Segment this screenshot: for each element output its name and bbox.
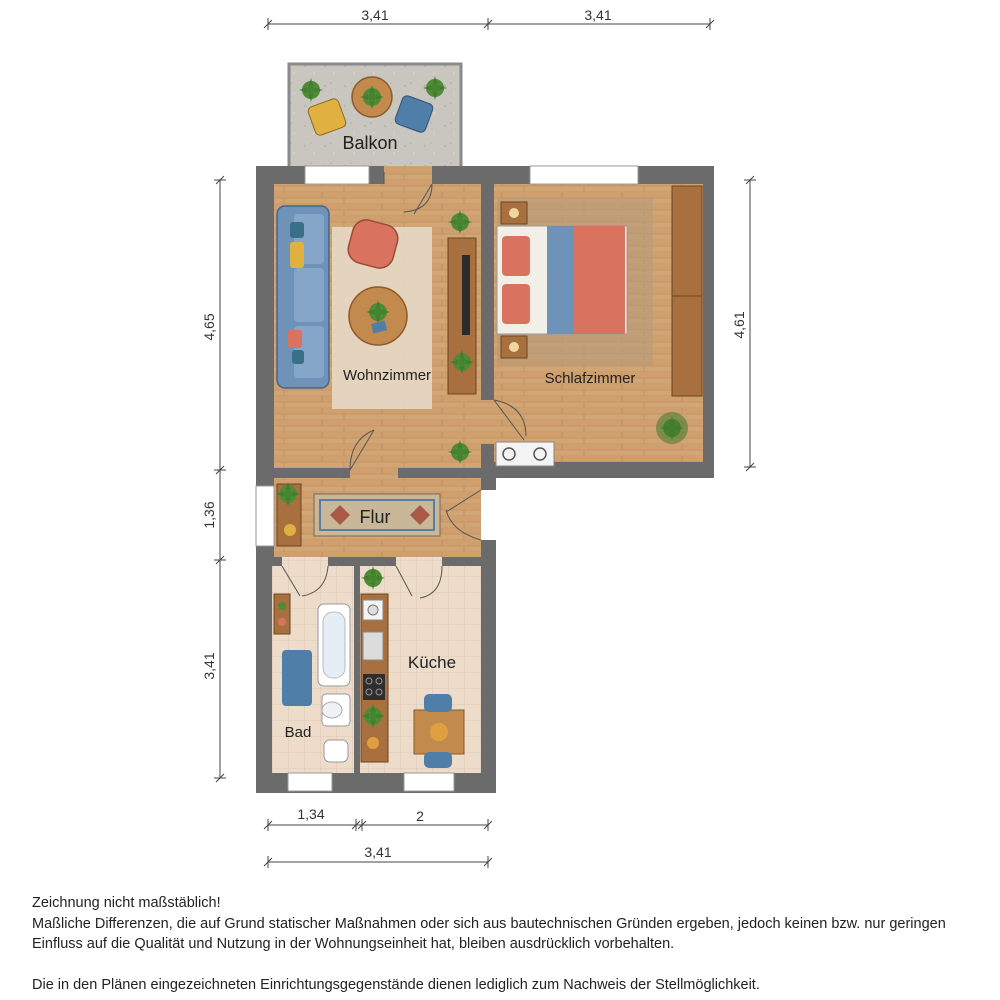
disclaimer-line-3: Die in den Plänen eingezeichneten Einrichtungsgegenstände dienen lediglich zum Nachweis der Stellmöglichkeit. (32, 976, 760, 993)
dimension-left (214, 176, 226, 782)
dim-left-wohnzimmer: 4,65 (201, 313, 217, 341)
room-label-kueche: Küche (407, 653, 457, 672)
dim-left-flur: 1,36 (201, 501, 217, 529)
dim-top-left: 3,41 (361, 7, 389, 23)
schlafzimmer (481, 166, 703, 466)
dim-right-schlafzimmer: 4,61 (731, 311, 747, 339)
disclaimer (32, 893, 982, 995)
room-label-schlafzimmer: Schlafzimmer (544, 370, 636, 387)
dim-bottom-kueche: 2 (416, 808, 424, 824)
room-label-bad: Bad (284, 724, 312, 741)
room-label-wohnzimmer: Wohnzimmer (342, 367, 432, 384)
wohnzimmer (274, 166, 481, 468)
dim-bottom-bad: 1,34 (297, 806, 325, 822)
dim-bottom-total: 3,41 (364, 844, 392, 860)
disclaimer-line-2: Maßliche Differenzen, die auf Grund statischer Maßnahmen oder sich aus bautechnischen Gründen ergeben, jedoch keinen bzw. nur geringen Einfluss auf die Qualität und Nutzung in der Wohnungseinheit hat, bleiben ausdrücklich vorbehalten. (32, 915, 946, 952)
dimension-top (264, 18, 714, 30)
dim-left-bad: 3,41 (201, 652, 217, 680)
room-label-balkon: Balkon (342, 133, 398, 153)
balcony (289, 64, 461, 168)
disclaimer-line-1: Zeichnung nicht maßstäblich! (32, 895, 221, 911)
dim-top-right: 3,41 (584, 7, 612, 23)
room-label-flur: Flur (359, 507, 391, 527)
kueche (360, 557, 481, 791)
bad (272, 557, 354, 791)
